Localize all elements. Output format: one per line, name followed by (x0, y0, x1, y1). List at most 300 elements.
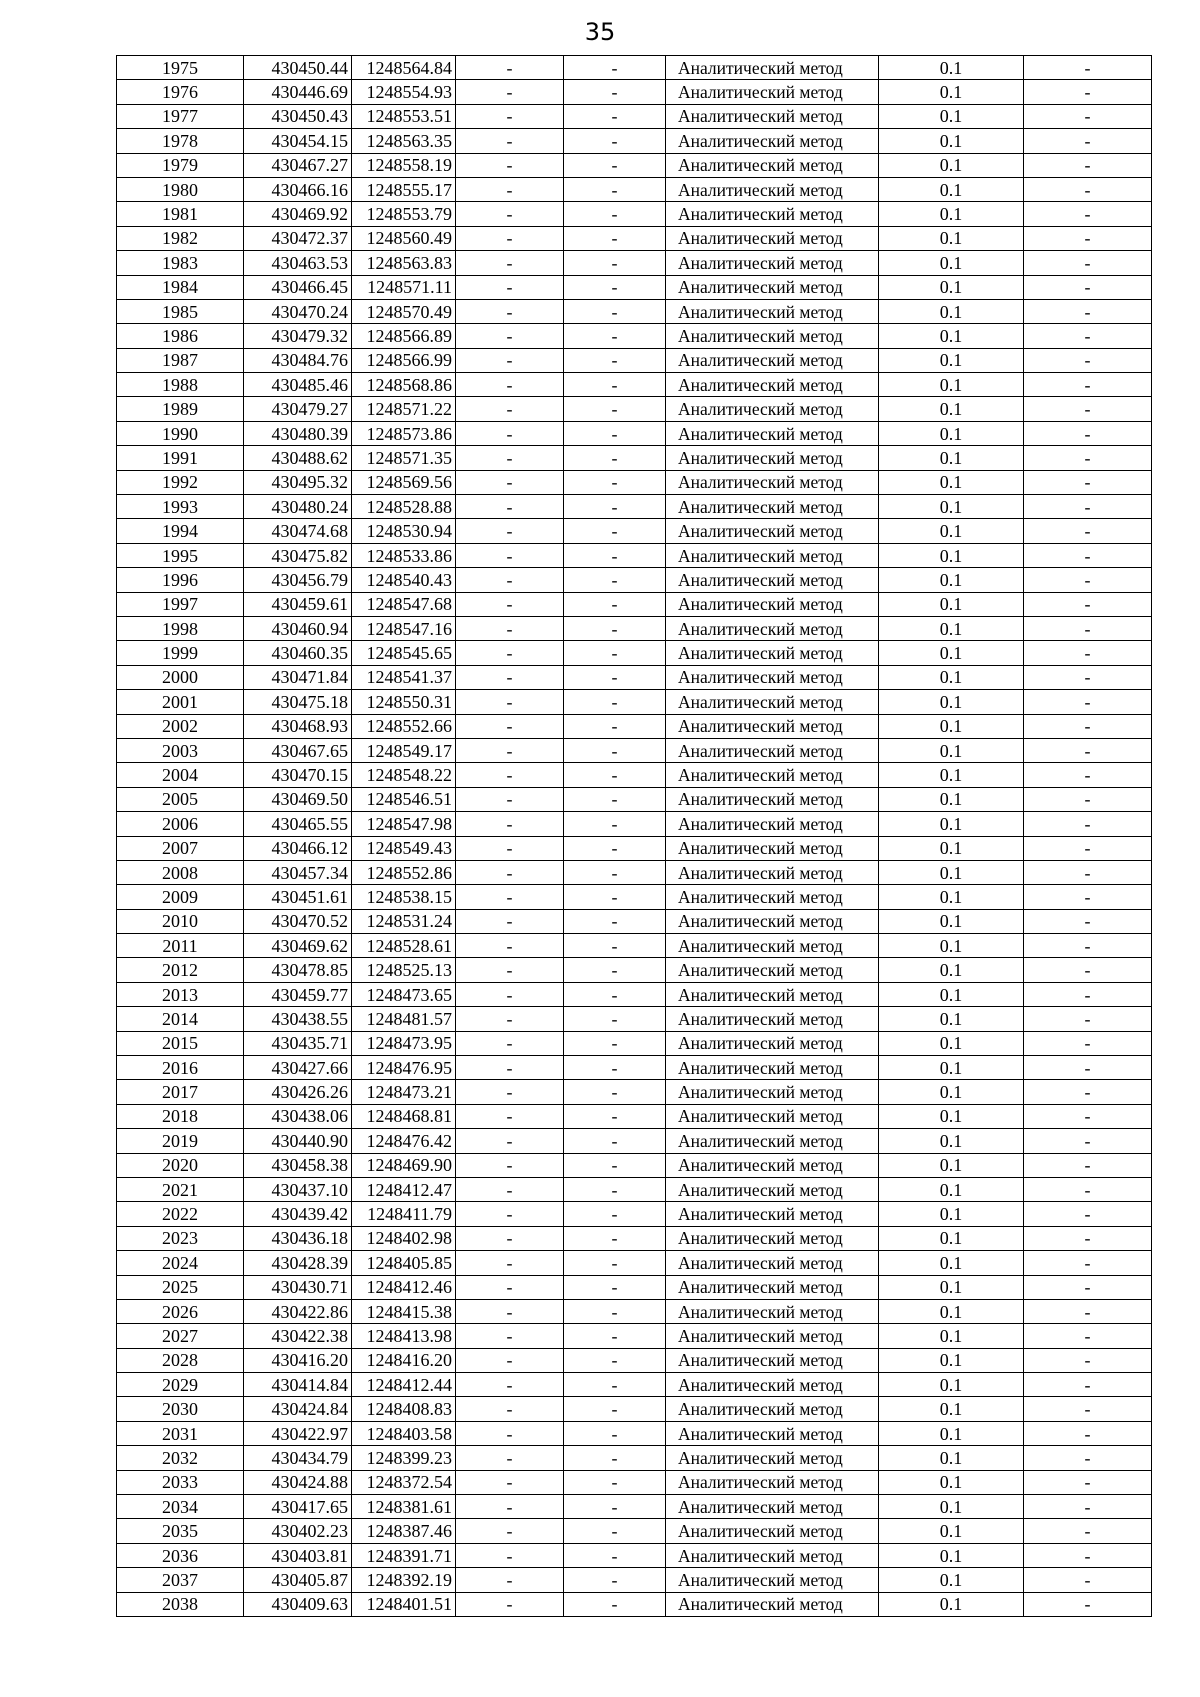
y-coordinate-cell: 1248571.11 (352, 275, 456, 299)
empty-cell-4: - (456, 1568, 564, 1592)
table-row (117, 1446, 1152, 1470)
x-coordinate-cell: 430405.87 (244, 1568, 352, 1592)
y-coordinate-cell: 1248476.95 (352, 1056, 456, 1080)
table-row (117, 1177, 1152, 1201)
empty-cell-5: - (564, 1251, 666, 1275)
accuracy-cell: 0.1 (879, 1056, 1024, 1080)
point-number-cell: 2025 (117, 1275, 244, 1299)
table-row (117, 592, 1152, 616)
table-row (117, 373, 1152, 397)
empty-cell-4: - (456, 616, 564, 640)
y-coordinate-cell: 1248372.54 (352, 1470, 456, 1494)
empty-cell-5: - (564, 1275, 666, 1299)
point-number-cell: 2002 (117, 714, 244, 738)
x-coordinate-cell: 430414.84 (244, 1373, 352, 1397)
point-number-cell: 1989 (117, 397, 244, 421)
table-row (117, 1080, 1152, 1104)
point-number-cell: 2022 (117, 1202, 244, 1226)
table-row (117, 1495, 1152, 1519)
point-number-cell: 2011 (117, 934, 244, 958)
empty-cell-4: - (456, 1056, 564, 1080)
accuracy-cell: 0.1 (879, 1543, 1024, 1567)
empty-cell-4: - (456, 1226, 564, 1250)
point-number-cell: 2020 (117, 1153, 244, 1177)
point-number-cell: 2018 (117, 1104, 244, 1128)
empty-cell-8: - (1024, 958, 1152, 982)
coordinates-table-body (117, 56, 1152, 1617)
method-cell: Аналитический метод (666, 934, 879, 958)
empty-cell-5: - (564, 1031, 666, 1055)
empty-cell-8: - (1024, 1031, 1152, 1055)
empty-cell-5: - (564, 812, 666, 836)
y-coordinate-cell: 1248569.56 (352, 470, 456, 494)
y-coordinate-cell: 1248473.21 (352, 1080, 456, 1104)
empty-cell-5: - (564, 1202, 666, 1226)
empty-cell-5: - (564, 665, 666, 689)
point-number-cell: 2012 (117, 958, 244, 982)
y-coordinate-cell: 1248550.31 (352, 690, 456, 714)
x-coordinate-cell: 430440.90 (244, 1129, 352, 1153)
y-coordinate-cell: 1248528.88 (352, 495, 456, 519)
empty-cell-4: - (456, 446, 564, 470)
y-coordinate-cell: 1248547.16 (352, 616, 456, 640)
x-coordinate-cell: 430458.38 (244, 1153, 352, 1177)
point-number-cell: 1983 (117, 251, 244, 275)
x-coordinate-cell: 430469.62 (244, 934, 352, 958)
empty-cell-5: - (564, 56, 666, 80)
point-number-cell: 2029 (117, 1373, 244, 1397)
empty-cell-8: - (1024, 836, 1152, 860)
accuracy-cell: 0.1 (879, 885, 1024, 909)
accuracy-cell: 0.1 (879, 641, 1024, 665)
method-cell: Аналитический метод (666, 1495, 879, 1519)
accuracy-cell: 0.1 (879, 1348, 1024, 1372)
empty-cell-4: - (456, 153, 564, 177)
method-cell: Аналитический метод (666, 1056, 879, 1080)
method-cell: Аналитический метод (666, 909, 879, 933)
empty-cell-5: - (564, 104, 666, 128)
empty-cell-8: - (1024, 397, 1152, 421)
table-row (117, 982, 1152, 1006)
point-number-cell: 1987 (117, 348, 244, 372)
empty-cell-4: - (456, 56, 564, 80)
empty-cell-8: - (1024, 909, 1152, 933)
x-coordinate-cell: 430466.12 (244, 836, 352, 860)
x-coordinate-cell: 430435.71 (244, 1031, 352, 1055)
empty-cell-8: - (1024, 763, 1152, 787)
accuracy-cell: 0.1 (879, 665, 1024, 689)
x-coordinate-cell: 430426.26 (244, 1080, 352, 1104)
table-row (117, 641, 1152, 665)
empty-cell-4: - (456, 738, 564, 762)
accuracy-cell: 0.1 (879, 958, 1024, 982)
empty-cell-4: - (456, 373, 564, 397)
point-number-cell: 2038 (117, 1592, 244, 1616)
point-number-cell: 1991 (117, 446, 244, 470)
point-number-cell: 1979 (117, 153, 244, 177)
x-coordinate-cell: 430460.94 (244, 616, 352, 640)
accuracy-cell: 0.1 (879, 1129, 1024, 1153)
method-cell: Аналитический метод (666, 1080, 879, 1104)
empty-cell-4: - (456, 421, 564, 445)
method-cell: Аналитический метод (666, 1177, 879, 1201)
x-coordinate-cell: 430436.18 (244, 1226, 352, 1250)
point-number-cell: 1998 (117, 616, 244, 640)
empty-cell-8: - (1024, 153, 1152, 177)
table-row (117, 1543, 1152, 1567)
accuracy-cell: 0.1 (879, 1397, 1024, 1421)
point-number-cell: 2004 (117, 763, 244, 787)
table-row (117, 1373, 1152, 1397)
table-row (117, 56, 1152, 80)
method-cell: Аналитический метод (666, 665, 879, 689)
point-number-cell: 1993 (117, 495, 244, 519)
x-coordinate-cell: 430475.18 (244, 690, 352, 714)
point-number-cell: 2003 (117, 738, 244, 762)
empty-cell-8: - (1024, 1275, 1152, 1299)
x-coordinate-cell: 430424.88 (244, 1470, 352, 1494)
x-coordinate-cell: 430451.61 (244, 885, 352, 909)
point-number-cell: 2024 (117, 1251, 244, 1275)
empty-cell-5: - (564, 885, 666, 909)
accuracy-cell: 0.1 (879, 129, 1024, 153)
accuracy-cell: 0.1 (879, 543, 1024, 567)
table-row (117, 104, 1152, 128)
empty-cell-5: - (564, 738, 666, 762)
point-number-cell: 2034 (117, 1495, 244, 1519)
empty-cell-8: - (1024, 1519, 1152, 1543)
empty-cell-8: - (1024, 1543, 1152, 1567)
point-number-cell: 2010 (117, 909, 244, 933)
point-number-cell: 1990 (117, 421, 244, 445)
method-cell: Аналитический метод (666, 812, 879, 836)
table-row (117, 275, 1152, 299)
y-coordinate-cell: 1248403.58 (352, 1421, 456, 1445)
method-cell: Аналитический метод (666, 641, 879, 665)
point-number-cell: 1977 (117, 104, 244, 128)
point-number-cell: 1988 (117, 373, 244, 397)
empty-cell-8: - (1024, 641, 1152, 665)
x-coordinate-cell: 430454.15 (244, 129, 352, 153)
empty-cell-5: - (564, 958, 666, 982)
empty-cell-8: - (1024, 1397, 1152, 1421)
point-number-cell: 1995 (117, 543, 244, 567)
y-coordinate-cell: 1248408.83 (352, 1397, 456, 1421)
x-coordinate-cell: 430480.39 (244, 421, 352, 445)
empty-cell-5: - (564, 324, 666, 348)
x-coordinate-cell: 430438.55 (244, 1007, 352, 1031)
empty-cell-5: - (564, 153, 666, 177)
table-row (117, 1470, 1152, 1494)
empty-cell-5: - (564, 1543, 666, 1567)
point-number-cell: 2017 (117, 1080, 244, 1104)
table-row (117, 714, 1152, 738)
empty-cell-5: - (564, 373, 666, 397)
empty-cell-5: - (564, 982, 666, 1006)
empty-cell-8: - (1024, 1446, 1152, 1470)
empty-cell-8: - (1024, 1592, 1152, 1616)
empty-cell-8: - (1024, 690, 1152, 714)
empty-cell-5: - (564, 80, 666, 104)
accuracy-cell: 0.1 (879, 519, 1024, 543)
x-coordinate-cell: 430428.39 (244, 1251, 352, 1275)
y-coordinate-cell: 1248541.37 (352, 665, 456, 689)
empty-cell-8: - (1024, 324, 1152, 348)
method-cell: Аналитический метод (666, 1397, 879, 1421)
empty-cell-5: - (564, 690, 666, 714)
y-coordinate-cell: 1248547.68 (352, 592, 456, 616)
accuracy-cell: 0.1 (879, 1031, 1024, 1055)
accuracy-cell: 0.1 (879, 1226, 1024, 1250)
method-cell: Аналитический метод (666, 1446, 879, 1470)
accuracy-cell: 0.1 (879, 763, 1024, 787)
method-cell: Аналитический метод (666, 56, 879, 80)
empty-cell-4: - (456, 1373, 564, 1397)
empty-cell-8: - (1024, 714, 1152, 738)
empty-cell-8: - (1024, 738, 1152, 762)
y-coordinate-cell: 1248538.15 (352, 885, 456, 909)
empty-cell-4: - (456, 1202, 564, 1226)
point-number-cell: 2023 (117, 1226, 244, 1250)
method-cell: Аналитический метод (666, 714, 879, 738)
table-row (117, 202, 1152, 226)
accuracy-cell: 0.1 (879, 1007, 1024, 1031)
y-coordinate-cell: 1248548.22 (352, 763, 456, 787)
method-cell: Аналитический метод (666, 958, 879, 982)
y-coordinate-cell: 1248552.86 (352, 860, 456, 884)
accuracy-cell: 0.1 (879, 1519, 1024, 1543)
y-coordinate-cell: 1248558.19 (352, 153, 456, 177)
empty-cell-5: - (564, 470, 666, 494)
x-coordinate-cell: 430470.24 (244, 299, 352, 323)
empty-cell-5: - (564, 641, 666, 665)
accuracy-cell: 0.1 (879, 202, 1024, 226)
method-cell: Аналитический метод (666, 885, 879, 909)
table-row (117, 1153, 1152, 1177)
accuracy-cell: 0.1 (879, 495, 1024, 519)
empty-cell-4: - (456, 958, 564, 982)
empty-cell-8: - (1024, 104, 1152, 128)
empty-cell-8: - (1024, 860, 1152, 884)
empty-cell-8: - (1024, 177, 1152, 201)
table-row (117, 1397, 1152, 1421)
empty-cell-8: - (1024, 56, 1152, 80)
x-coordinate-cell: 430457.34 (244, 860, 352, 884)
accuracy-cell: 0.1 (879, 104, 1024, 128)
empty-cell-5: - (564, 543, 666, 567)
y-coordinate-cell: 1248566.99 (352, 348, 456, 372)
point-number-cell: 1984 (117, 275, 244, 299)
table-row (117, 348, 1152, 372)
y-coordinate-cell: 1248405.85 (352, 1251, 456, 1275)
y-coordinate-cell: 1248412.47 (352, 1177, 456, 1201)
point-number-cell: 2014 (117, 1007, 244, 1031)
empty-cell-8: - (1024, 299, 1152, 323)
accuracy-cell: 0.1 (879, 616, 1024, 640)
y-coordinate-cell: 1248552.66 (352, 714, 456, 738)
empty-cell-5: - (564, 1421, 666, 1445)
x-coordinate-cell: 430472.37 (244, 226, 352, 250)
empty-cell-5: - (564, 251, 666, 275)
x-coordinate-cell: 430466.16 (244, 177, 352, 201)
y-coordinate-cell: 1248476.42 (352, 1129, 456, 1153)
y-coordinate-cell: 1248387.46 (352, 1519, 456, 1543)
accuracy-cell: 0.1 (879, 421, 1024, 445)
point-number-cell: 1994 (117, 519, 244, 543)
y-coordinate-cell: 1248381.61 (352, 1495, 456, 1519)
empty-cell-4: - (456, 1299, 564, 1323)
method-cell: Аналитический метод (666, 1129, 879, 1153)
accuracy-cell: 0.1 (879, 592, 1024, 616)
x-coordinate-cell: 430446.69 (244, 80, 352, 104)
table-row (117, 909, 1152, 933)
accuracy-cell: 0.1 (879, 397, 1024, 421)
y-coordinate-cell: 1248399.23 (352, 1446, 456, 1470)
y-coordinate-cell: 1248573.86 (352, 421, 456, 445)
empty-cell-8: - (1024, 1495, 1152, 1519)
accuracy-cell: 0.1 (879, 714, 1024, 738)
empty-cell-5: - (564, 495, 666, 519)
empty-cell-8: - (1024, 543, 1152, 567)
y-coordinate-cell: 1248416.20 (352, 1348, 456, 1372)
table-row (117, 543, 1152, 567)
x-coordinate-cell: 430488.62 (244, 446, 352, 470)
accuracy-cell: 0.1 (879, 1373, 1024, 1397)
y-coordinate-cell: 1248549.17 (352, 738, 456, 762)
point-number-cell: 2013 (117, 982, 244, 1006)
method-cell: Аналитический метод (666, 251, 879, 275)
x-coordinate-cell: 430495.32 (244, 470, 352, 494)
accuracy-cell: 0.1 (879, 299, 1024, 323)
accuracy-cell: 0.1 (879, 1275, 1024, 1299)
table-row (117, 1031, 1152, 1055)
empty-cell-5: - (564, 1177, 666, 1201)
empty-cell-4: - (456, 1519, 564, 1543)
table-row (117, 1275, 1152, 1299)
empty-cell-4: - (456, 202, 564, 226)
x-coordinate-cell: 430402.23 (244, 1519, 352, 1543)
x-coordinate-cell: 430475.82 (244, 543, 352, 567)
point-number-cell: 2005 (117, 787, 244, 811)
table-row (117, 958, 1152, 982)
y-coordinate-cell: 1248533.86 (352, 543, 456, 567)
y-coordinate-cell: 1248540.43 (352, 568, 456, 592)
y-coordinate-cell: 1248530.94 (352, 519, 456, 543)
y-coordinate-cell: 1248566.89 (352, 324, 456, 348)
method-cell: Аналитический метод (666, 592, 879, 616)
method-cell: Аналитический метод (666, 690, 879, 714)
x-coordinate-cell: 430467.65 (244, 738, 352, 762)
empty-cell-4: - (456, 1470, 564, 1494)
empty-cell-4: - (456, 177, 564, 201)
y-coordinate-cell: 1248571.22 (352, 397, 456, 421)
y-coordinate-cell: 1248411.79 (352, 1202, 456, 1226)
method-cell: Аналитический метод (666, 348, 879, 372)
x-coordinate-cell: 430474.68 (244, 519, 352, 543)
point-number-cell: 1978 (117, 129, 244, 153)
empty-cell-5: - (564, 1348, 666, 1372)
empty-cell-4: - (456, 80, 564, 104)
table-row (117, 519, 1152, 543)
y-coordinate-cell: 1248563.35 (352, 129, 456, 153)
empty-cell-8: - (1024, 812, 1152, 836)
empty-cell-5: - (564, 1056, 666, 1080)
y-coordinate-cell: 1248468.81 (352, 1104, 456, 1128)
empty-cell-4: - (456, 1495, 564, 1519)
accuracy-cell: 0.1 (879, 1470, 1024, 1494)
empty-cell-4: - (456, 885, 564, 909)
empty-cell-4: - (456, 1153, 564, 1177)
y-coordinate-cell: 1248564.84 (352, 56, 456, 80)
method-cell: Аналитический метод (666, 324, 879, 348)
method-cell: Аналитический метод (666, 763, 879, 787)
page-number: 35 (584, 18, 616, 46)
empty-cell-5: - (564, 226, 666, 250)
accuracy-cell: 0.1 (879, 1568, 1024, 1592)
empty-cell-8: - (1024, 568, 1152, 592)
empty-cell-5: - (564, 129, 666, 153)
empty-cell-8: - (1024, 1226, 1152, 1250)
accuracy-cell: 0.1 (879, 1495, 1024, 1519)
empty-cell-8: - (1024, 1080, 1152, 1104)
empty-cell-8: - (1024, 275, 1152, 299)
accuracy-cell: 0.1 (879, 1299, 1024, 1323)
empty-cell-4: - (456, 1177, 564, 1201)
y-coordinate-cell: 1248402.98 (352, 1226, 456, 1250)
method-cell: Аналитический метод (666, 1373, 879, 1397)
empty-cell-8: - (1024, 1177, 1152, 1201)
empty-cell-8: - (1024, 1153, 1152, 1177)
empty-cell-5: - (564, 519, 666, 543)
x-coordinate-cell: 430450.44 (244, 56, 352, 80)
point-number-cell: 2015 (117, 1031, 244, 1055)
empty-cell-5: - (564, 787, 666, 811)
empty-cell-8: - (1024, 787, 1152, 811)
empty-cell-4: - (456, 641, 564, 665)
accuracy-cell: 0.1 (879, 690, 1024, 714)
y-coordinate-cell: 1248412.44 (352, 1373, 456, 1397)
method-cell: Аналитический метод (666, 982, 879, 1006)
table-row (117, 665, 1152, 689)
point-number-cell: 2016 (117, 1056, 244, 1080)
y-coordinate-cell: 1248469.90 (352, 1153, 456, 1177)
y-coordinate-cell: 1248401.51 (352, 1592, 456, 1616)
y-coordinate-cell: 1248546.51 (352, 787, 456, 811)
empty-cell-5: - (564, 1373, 666, 1397)
method-cell: Аналитический метод (666, 226, 879, 250)
x-coordinate-cell: 430467.27 (244, 153, 352, 177)
x-coordinate-cell: 430456.79 (244, 568, 352, 592)
empty-cell-4: - (456, 836, 564, 860)
accuracy-cell: 0.1 (879, 860, 1024, 884)
accuracy-cell: 0.1 (879, 153, 1024, 177)
x-coordinate-cell: 430403.81 (244, 1543, 352, 1567)
table-row (117, 129, 1152, 153)
empty-cell-8: - (1024, 348, 1152, 372)
empty-cell-5: - (564, 446, 666, 470)
accuracy-cell: 0.1 (879, 1177, 1024, 1201)
empty-cell-5: - (564, 714, 666, 738)
table-row (117, 299, 1152, 323)
x-coordinate-cell: 430463.53 (244, 251, 352, 275)
table-row (117, 1129, 1152, 1153)
accuracy-cell: 0.1 (879, 1446, 1024, 1470)
table-row (117, 836, 1152, 860)
y-coordinate-cell: 1248481.57 (352, 1007, 456, 1031)
empty-cell-4: - (456, 129, 564, 153)
y-coordinate-cell: 1248568.86 (352, 373, 456, 397)
x-coordinate-cell: 430438.06 (244, 1104, 352, 1128)
